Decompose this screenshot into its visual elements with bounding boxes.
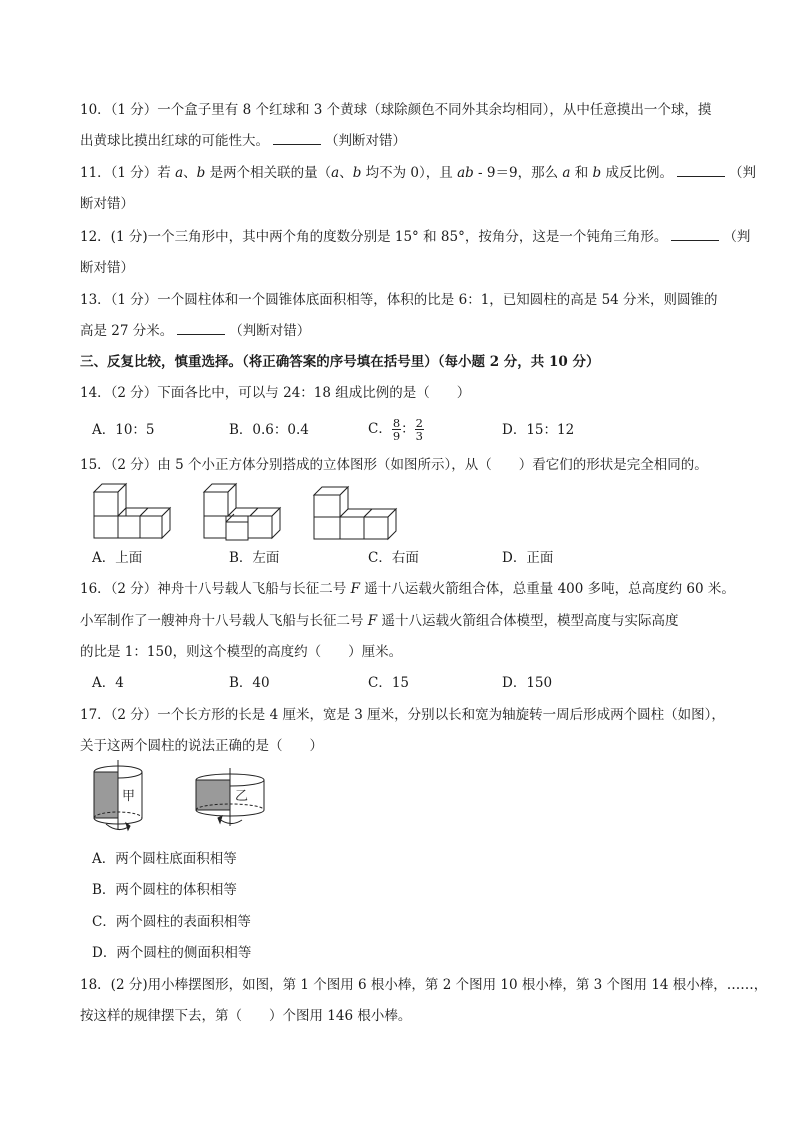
q14-frac2-denominator: 3 xyxy=(415,429,423,443)
q11-sep-2: 、 xyxy=(339,165,353,181)
q16-option-b-text: B．40 xyxy=(229,675,270,691)
q15-option-b-text: B．左面 xyxy=(229,550,280,566)
q17-text-2: 关于这两个圆柱的说法正确的是（ ） xyxy=(80,738,323,754)
q11-text-b: 是两个相关联的量（ xyxy=(205,165,332,181)
q15-figure-1 xyxy=(92,478,172,540)
q17-line2 xyxy=(80,736,323,756)
q16-option-b[interactable] xyxy=(229,673,270,693)
q11-var-a: a xyxy=(175,165,184,181)
q12-text: 12．(1 分)一个三角形中，其中两个角的度数分别是 15° 和 85°，按角分，这是一个钝角三角形。 xyxy=(80,229,668,245)
q13-judge-label: （判断对错） xyxy=(229,323,311,339)
q13-answer-blank[interactable] xyxy=(177,322,225,335)
q18-text-2: 按这样的规律摆下去，第（ ）个图用 146 根小棒。 xyxy=(80,1008,412,1024)
q12-line2 xyxy=(80,258,134,278)
q11-sep-1: 、 xyxy=(183,165,197,181)
q17-label-yi: 乙 xyxy=(235,789,249,804)
q11-text-d: - 9＝9，那么 xyxy=(473,165,563,181)
q11-var-a3: a xyxy=(562,165,571,181)
q10-line2 xyxy=(80,131,406,151)
q17-option-a[interactable] xyxy=(92,849,237,869)
q15-option-c-text: C．右面 xyxy=(368,550,419,566)
q11-var-b: b xyxy=(196,165,206,181)
q14-frac1-denominator: 9 xyxy=(392,429,401,443)
q11-text-f: 成反比例。 xyxy=(601,165,673,181)
q13-line2 xyxy=(80,321,310,341)
q11-text-c: 均不为 0），且 xyxy=(361,165,458,181)
q16-option-a-text: A．4 xyxy=(92,675,124,691)
q16-line3 xyxy=(80,642,402,662)
q16-option-d-text: D．150 xyxy=(502,675,553,691)
q15-stem-text: 15．（2 分）由 5 个小正方体分别搭成的立体图形（如图所示），从（ ）看它们的形状是完全相同的。 xyxy=(80,457,708,473)
q12-judge-label: 断对错） xyxy=(80,260,134,276)
q14-option-c-colon: ： xyxy=(401,421,415,437)
q15-option-c[interactable] xyxy=(368,548,419,568)
q14-stem-text: 14．（2 分）下面各比中，可以与 24：18 组成比例的是（ ） xyxy=(80,385,471,401)
q17-option-b[interactable] xyxy=(92,880,237,900)
q14-stem xyxy=(80,383,470,403)
q14-option-d[interactable] xyxy=(502,420,574,440)
q18-text-1: 18．(2 分)用小棒摆图形，如图，第 1 个图用 6 根小棒，第 2 个图用 10 根小棒，第 3 个图用 14 根小棒，……， xyxy=(80,977,768,993)
q16-text-1a: 16．（2 分）神舟十八号载人飞船与长征二号 xyxy=(80,581,351,597)
q14-option-c[interactable] xyxy=(368,412,424,446)
q17-option-d[interactable] xyxy=(92,943,251,963)
q16-option-c[interactable] xyxy=(368,673,409,693)
q18-line2 xyxy=(80,1006,411,1026)
q17-option-c-text: C．两个圆柱的表面积相等 xyxy=(92,914,251,930)
q15-option-d[interactable] xyxy=(502,548,553,568)
q10-text-1: 10．（1 分）一个盒子里有 8 个红球和 3 个黄球（球除颜色不同外其余均相同），从中任意摸出一个球，摸 xyxy=(80,102,712,118)
q11-judge-label: 断对错） xyxy=(80,196,134,212)
q17-cylinder-jia xyxy=(88,758,158,838)
q12-answer-blank[interactable] xyxy=(671,228,719,241)
q11-expr: ab xyxy=(457,165,474,181)
q16-option-d[interactable] xyxy=(502,673,552,693)
q17-label-jia: 甲 xyxy=(122,789,136,804)
q11-var-a2: a xyxy=(331,165,340,181)
q11-text-e: 和 xyxy=(570,165,593,181)
q16-text-3: 的比是 1：150，则这个模型的高度约（ ）厘米。 xyxy=(80,644,403,660)
q17-option-c[interactable] xyxy=(92,912,251,932)
q17-option-a-text: A．两个圆柱底面积相等 xyxy=(92,851,237,867)
q12-line1 xyxy=(80,227,750,247)
q11-line1 xyxy=(80,163,756,183)
q11-answer-blank[interactable] xyxy=(677,164,725,177)
q10-text-2: 出黄球比摸出红球的可能性大。 xyxy=(80,133,269,149)
q14-frac1-numerator: 8 xyxy=(392,416,401,430)
q16-line1 xyxy=(80,579,735,599)
q11-text-g: （判 xyxy=(729,165,756,181)
q15-option-a-text: A．上面 xyxy=(92,550,143,566)
q14-option-d-text: D．15：12 xyxy=(502,422,575,438)
q16-option-a[interactable] xyxy=(92,673,124,693)
q14-fraction-2 xyxy=(415,417,424,442)
q13-text-1: 13．（1 分）一个圆柱体和一个圆锥体底面积相等，体积的比是 6：1，已知圆柱的高是 54 分米，则圆锥的 xyxy=(80,292,718,308)
q16-text-2b: 遥十八运载火箭组合体模型，模型高度与实际高度 xyxy=(377,613,679,629)
q17-text-1: 17．（2 分）一个长方形的长是 4 厘米，宽是 3 厘米，分别以长和宽为轴旋转一周后形成两个圆柱（如图）， xyxy=(80,707,725,723)
q16-text-1b: 遥十八运载火箭组合体，总重量 400 多吨，总高度约 60 米。 xyxy=(359,581,735,597)
q11-text-a: 11．（1 分）若 xyxy=(80,165,176,181)
q10-answer-blank[interactable] xyxy=(273,132,321,145)
q16-text-2a: 小军制作了一艘神舟十八号载人飞船与长征二号 xyxy=(80,613,368,629)
q13-line1 xyxy=(80,290,718,310)
q10-line1 xyxy=(80,100,711,120)
q15-stem xyxy=(80,455,708,475)
q17-option-b-text: B．两个圆柱的体积相等 xyxy=(92,882,237,898)
q18-line1 xyxy=(80,975,767,995)
q11-line2 xyxy=(80,194,134,214)
q17-line1 xyxy=(80,705,725,725)
q15-option-b[interactable] xyxy=(229,548,279,568)
q16-var-f2: F xyxy=(367,613,378,629)
q11-var-b3: b xyxy=(592,165,602,181)
q14-option-a-text: A．10：5 xyxy=(92,422,155,438)
q15-figure-2 xyxy=(202,478,282,540)
q10-judge-label: （判断对错） xyxy=(325,133,406,149)
q16-option-c-text: C．15 xyxy=(368,675,410,691)
q15-option-d-text: D．正面 xyxy=(502,550,554,566)
q14-option-b-text: B．0.6：0.4 xyxy=(229,422,309,438)
q14-frac2-numerator: 2 xyxy=(415,416,423,430)
section-3-title-text: 三、反复比较，慎重选择。（将正确答案的序号填在括号里）（每小题 2 分，共 10 分） xyxy=(80,354,600,370)
q17-option-d-text: D．两个圆柱的侧面积相等 xyxy=(92,945,252,961)
q17-cylinder-yi xyxy=(192,768,272,834)
q11-var-b2: b xyxy=(352,165,362,181)
q14-fraction-1 xyxy=(392,417,401,442)
q16-var-f1: F xyxy=(350,581,360,597)
section-3-title xyxy=(80,352,599,372)
q14-option-c-prefix: C． xyxy=(368,421,392,437)
q15-option-a[interactable] xyxy=(92,548,142,568)
q12-text-b: （判 xyxy=(723,229,751,245)
q14-option-b[interactable] xyxy=(229,420,309,440)
q13-text-2: 高是 27 分米。 xyxy=(80,323,174,339)
q16-line2 xyxy=(80,611,678,631)
q14-option-a[interactable] xyxy=(92,420,155,440)
q15-figure-3 xyxy=(312,485,402,541)
